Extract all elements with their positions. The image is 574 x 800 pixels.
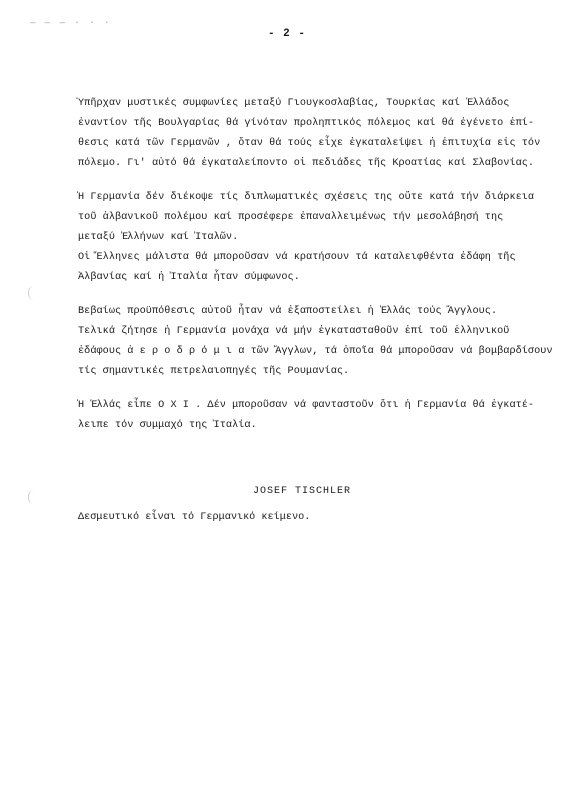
text-line: Ἡ Ἑλλάς εἶπε Ο Χ Ι . Δέν μποροῦσαν νά φανταστοῦν ὅτι ἡ Γερμανία θά ἐγκατέ- [78,400,535,411]
text-line: Ἡ Γερμανία δέν διέκοψε τίς διπλωματικές σχέσεις της οὔτε κατά τήν διάρκεια [78,192,535,203]
text-line: τίς σημαντικές πετρελαιοπηγές τῆς Ρουμανίας. [78,366,350,377]
text-line: Τελικά ζήτησε ἡ Γερμανία μονάχα νά μήν ἐγκατασταθοῦν ἐπί τοῦ ἑλληνικοῦ [78,326,510,337]
paragraph-3 [78,304,553,384]
author-signature: JOSEF TISCHLER [252,486,351,497]
text-line: τοῦ ἀλβανικοῦ πολέμου καί προσέφερε ἐπαναλλειμένως τήν μεσολάβησή της [78,212,504,223]
text-line: ἐδάφους ἀ ε ρ ο δ ρ ό μ ι α τῶν Ἄγγλων, τά ὁποῖα θά μποροῦσαν νά βομβαρδίσουν [78,346,553,357]
text-line: Ὑπῆρχαν μυστικές συμφωνίες μεταξύ Γιουγκοσλαβίας, Τουρκίας καί Ἑλλάδος [78,98,510,109]
text-line: θεσις κατά τῶν Γερμανῶν , ὅταν θά τούς εἶχε ἐγκαταλείψει ἡ ἐπιτυχία εἰς τόν [78,138,541,149]
punch-hole-mark [28,286,35,300]
document-body [78,96,553,438]
text-line: πόλεμο. Γι' αὐτό θά ἐγκαταλείποντο οἱ πεδιάδες τῆς Κροατίας καί Σλαβονίας. [78,158,535,169]
text-line: μεταξύ Ἑλλήνων καί Ἰταλῶν. [78,232,239,243]
text-line: λειπε τόν συμμαχό της Ἰταλία. [78,420,257,431]
text-line: Βεβαίως προϋπόθεσις αὐτοῦ ἦταν νά ἐξαποστείλει ἡ Ἑλλάς τούς Ἄγγλους. [78,306,498,317]
paragraph-1 [78,96,541,176]
closing-note: Δεσμευτικό εἶναι τό Γερμανικό κείμενο. [78,512,311,523]
paragraph-2 [78,190,535,290]
text-line: ἐναντίον τῆς Βουλγαρίας θά γίνόταν προληπτικός πόλεμος καί θά ἐγένετο ἐπί- [78,118,535,129]
text-line: Ἀλβανίας καί ἡ Ἰταλία ἦταν σύμφωνος. [78,272,300,283]
corner-mark: — — — · · · [30,18,112,28]
paragraph-4 [78,398,535,438]
text-line: Οἱ Ἕλληνες μάλιστα θά μποροῦσαν νά κρατήσουν τά καταλειφθέντα ἐδάφη τῆς [78,252,516,263]
page-number: - 2 - [267,28,306,40]
